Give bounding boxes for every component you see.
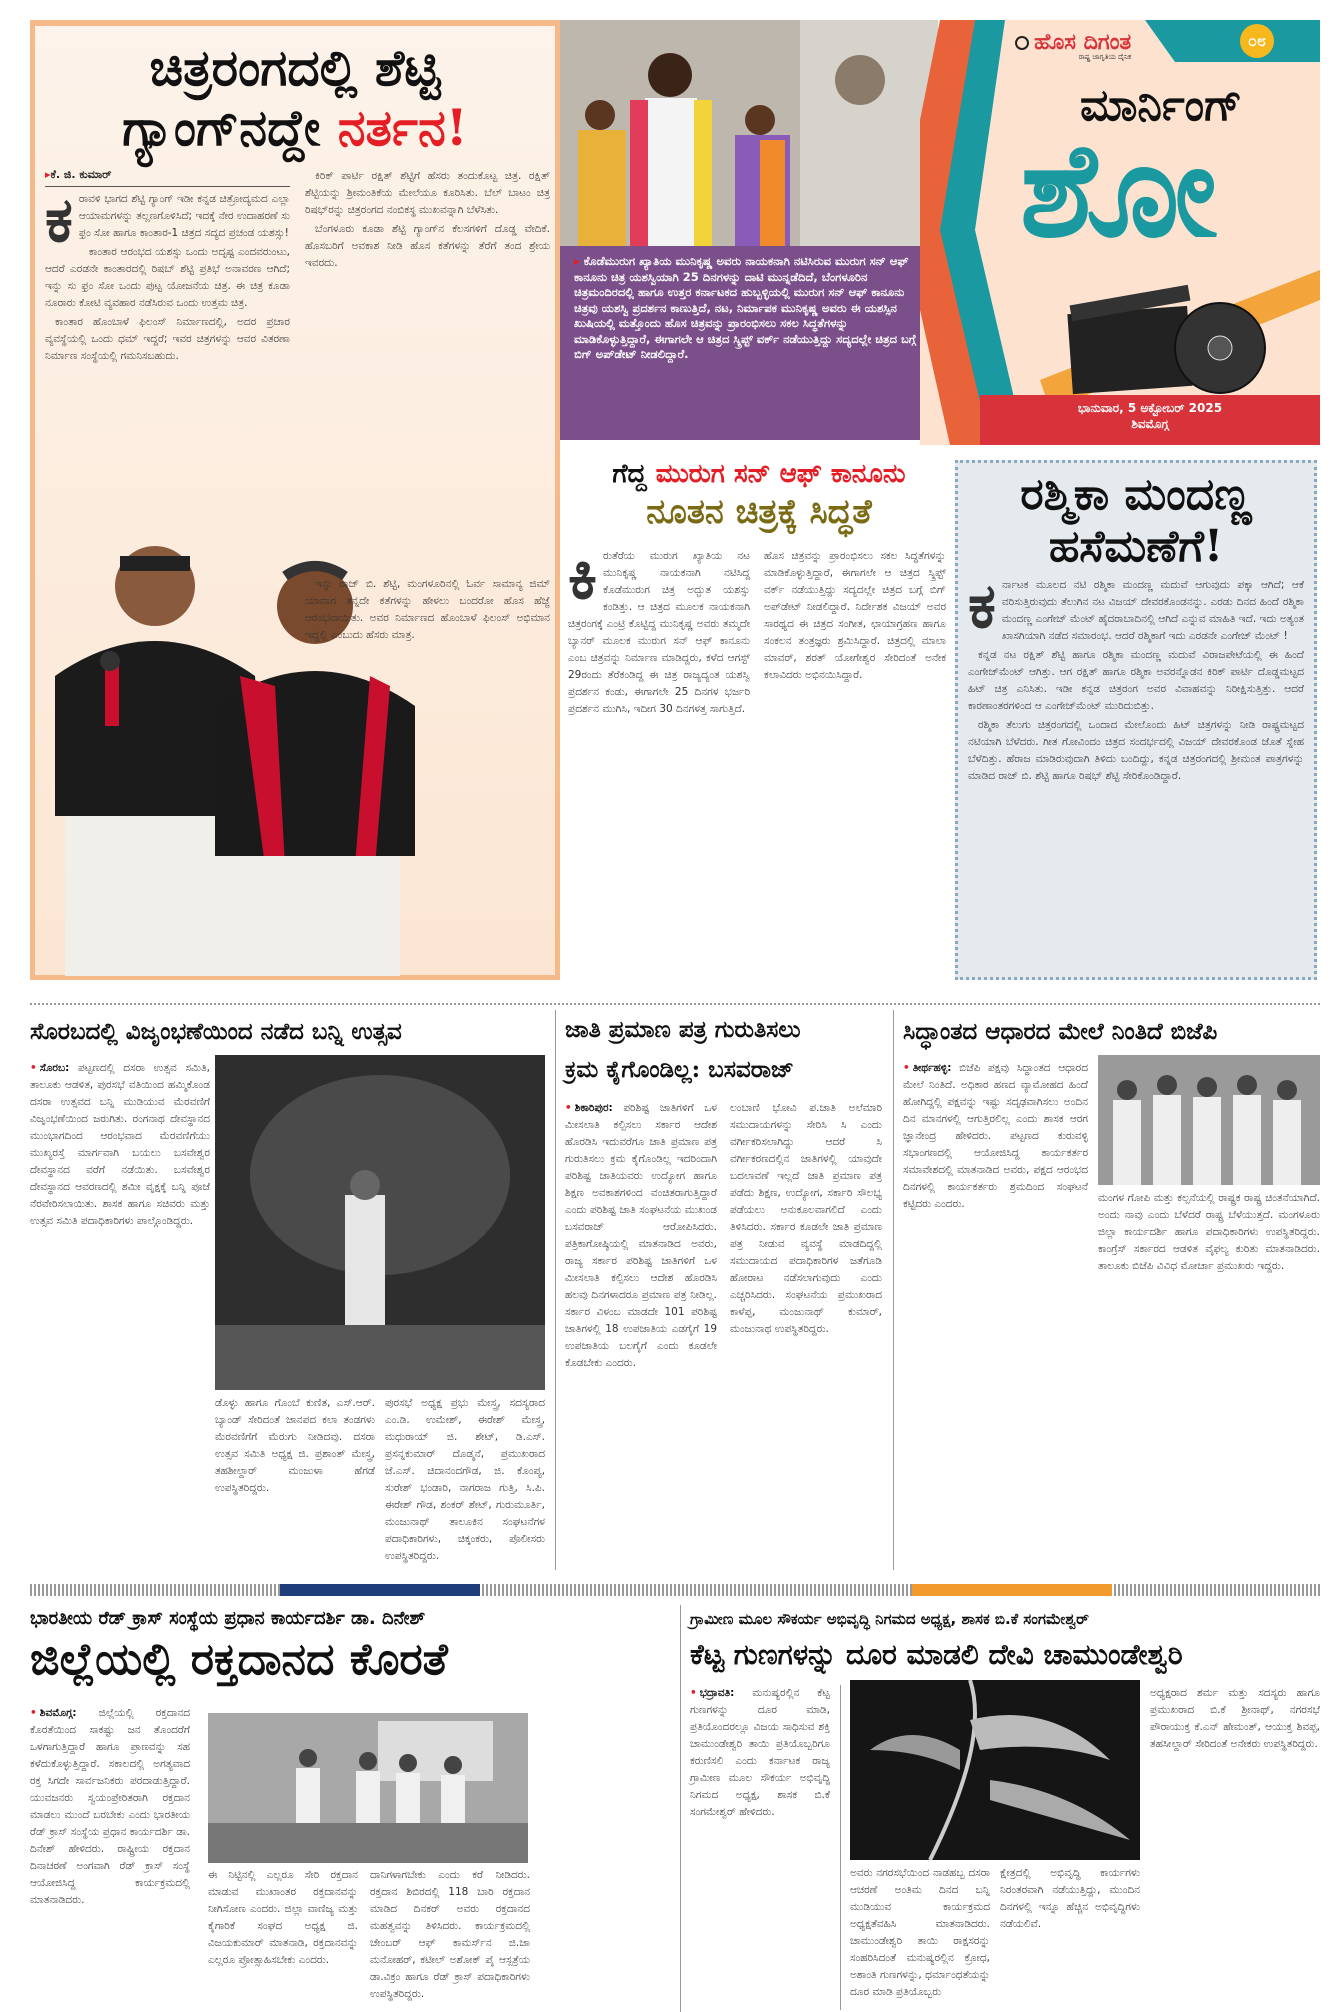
murugan-col-2: ಹೊಸ ಚಿತ್ರವನ್ನು ಪ್ರಾರಂಭಿಸಲು ಸಕಲ ಸಿದ್ಧತೆಗಳನ್ನು ಮಾಡಿಕೊಳ್ಳುತ್ತಿದ್ದಾರೆ, ಈಗಾಗಲೇ ಆ ಚಿತ್ರದ ಸ್ಕ್ರಿಪ್ಟ್ ವರ್ಕ್ ನಡೆಯುತ್ತಿದ್ದು ಸದ್ಯದಲ್ಲೇ ಚಿತ್ರದ ಬಗ್ಗೆ ಬಿಗ್ ಅಪ್‌ಡೇಟ್ ನೀಡಲಿದ್ದಾರೆ. ನಿರ್ದೇಶಕ ವಿಜಯ್ ಅವರ ಸಾರಥ್ಯದ ಈ ಚಿತ್ರದ ಸಂಗೀತ, ಛಾಯಾಗ್ರಹಣ ಹಾಗೂ ಸಂಕಲನ ತಂತ್ರಜ್ಞರು ಶ್ರಮಿಸಿದ್ದಾರೆ. ಚಿತ್ರದಲ್ಲಿ ಮಾಲಾ ಮಾವರ್, ಶರತ್ ಯೋಗೇಶ್ವರ ಸೇರಿದಂತೆ ಅನೇಕ ಕಲಾವಿದರು ಅಭಿನಯಿಸಿದ್ದಾರೆ. [764,550,946,681]
redcross-photo [208,1713,528,1863]
sorab-story [30,1010,545,1570]
caste-col-1: • ಶಿಕಾರಿಪುರ: ಪರಿಶಿಷ್ಟ ಜಾತಿಗಳಿಗೆ ಒಳ ಮೀಸಲಾತಿ ಕಲ್ಪಿಸಲು ಸರ್ಕಾರ ಆದೇಶ ಹೊರಡಿಸಿ ಇದುವರೆಗೂ ಜಾತಿ ಪ್ರಮಾಣ ಪತ್ರ ಗುರುತಿಸಲು ಕ್ರಮ ಕೈಗೊಂಡಿಲ್ಲ ಇದರಿಂದಾಗಿ ಪರಿಶಿಷ್ಟ ಜಾತಿಯವರು ಉದ್ಯೋಗ ಹಾಗೂ ಶಿಕ್ಷಣ ಅವಕಾಶಗಳಿಂದ ವಂಚಿತರಾಗುತ್ತಿದ್ದಾರೆ ಎಂದು ಪರಿಶಿಷ್ಟ ಜಾತಿ ಸಂಘಟನೆಯ ಮುಖಂಡ ಬಸವರಾಜ್ ಆರೋಪಿಸಿದರು. ಪತ್ರಿಕಾಗೋಷ್ಠಿಯಲ್ಲಿ ಮಾತನಾಡಿದ ಅವರು, ರಾಜ್ಯ ಸರ್ಕಾರ ಪರಿಶಿಷ್ಟ ಜಾತಿಗಳಿಗೆ ಒಳ ಮೀಸಲಾತಿ ಕಲ್ಪಿಸಲು ಆದೇಶ ಹೊರಡಿಸಿ ಹಲವು ದಿನಗಳಾದರೂ ಪ್ರಮಾಣ ಪತ್ರ ನೀಡಿಲ್ಲ. ಸರ್ಕಾರ ವಿಳಂಬ ಮಾಡದೇ 101 ಪರಿಶಿಷ್ಟ ಜಾತಿಗಳಲ್ಲಿ 18 ಉಪಜಾತಿಯ ಎಡಗೈಗೆ 19 ಉಪಜಾತಿಯ ಬಲಗೈಗೆ ಎಂದು ಕೂಡಲೇ ಕೊಡಬೇಕು ಎಂದರು. [565,1100,717,1372]
redcross-col-1: • ಶಿವಮೊಗ್ಗ: ಜಿಲ್ಲೆಯಲ್ಲಿ ರಕ್ತದಾನದ ಕೊರತೆಯಿಂದ ಸಾಕಷ್ಟು ಜನ ತೊಂದರೆಗೆ ಒಳಗಾಗುತ್ತಿದ್ದಾರೆ ಹಾಗೂ ಪ್ರಾಣವನ್ನು ಸಹ ಕಳೆದುಕೊಳ್ಳುತ್ತಿದ್ದಾರೆ. ಸಕಾಲದಲ್ಲಿ ಅಗತ್ಯವಾದ ರಕ್ತ ಸಿಗದೇ ಸಾರ್ವಜನಿಕರು ಪರದಾಡುತ್ತಿದ್ದಾರೆ. ಯುವಜನರು ಸ್ವಯಂಪ್ರೇರಿತರಾಗಿ ರಕ್ತದಾನ ಮಾಡಲು ಮುಂದೆ ಬರಬೇಕು ಎಂದು ಭಾರತೀಯ ರೆಡ್ ಕ್ರಾಸ್ ಸಂಸ್ಥೆಯ ಪ್ರಧಾನ ಕಾರ್ಯದರ್ಶಿ ಡಾ. ದಿನೇಶ್ ಹೇಳಿದರು. ರಾಷ್ಟ್ರೀಯ ರಕ್ತದಾನ ದಿನಾಚರಣೆ ಅಂಗವಾಗಿ ರೆಡ್ ಕ್ರಾಸ್ ಸಂಸ್ಥೆ ಆಯೋಜಿಸಿದ್ದ ಕಾರ್ಯಕ್ರಮದಲ್ಲಿ ಮಾತನಾಡಿದರು. [30,1705,190,1909]
murugan-photo [560,20,938,246]
redcross-story [30,1605,670,2012]
byline: ▸ಕೆ. ಜಿ. ಕುಮಾರ್ [45,168,290,187]
paper-logo: ಹೊಸ ದಿಗಂತ ರಾಷ್ಟ್ರ ಜಾಗೃತಿಯ ದೈನಿಕ [1015,30,1131,62]
chamundeshwari-photo [850,1680,1140,1860]
murugan-kicker: ಗೆದ್ದ ಮುರುಗ ಸನ್ ಆಫ್ ಕಾನೂನು [612,459,906,489]
orange-divider-bar [912,1584,1112,1596]
caste-col-2: ಲಂಬಾಣಿ ಭೋವಿ ಪ.ಜಾತಿ ಅಲೆಮಾರಿ ಸಮುದಾಯಗಳನ್ನು ಸೇರಿಸಿ ಸಿ ಎಂದು ವರ್ಗೀಕರಿಸಲಾಗಿದ್ದು ಆದರೆ ಸಿ ವರ್ಗೀಕರಣದಲ್ಲಿನ ಜಾತಿಗಳಲ್ಲಿ ಯಾವುದೇ ಬದಲಾವಣೆ ಇಲ್ಲದೆ ಜಾತಿ ಪ್ರಮಾಣ ಪತ್ರ ಪಡೆದು ಶಿಕ್ಷಣ, ಉದ್ಯೋಗ, ಸರ್ಕಾರಿ ಸೌಲಭ್ಯ ಪಡೆಯಲು ಅನುಕೂಲವಾಗಲಿದೆ ಎಂದು ತಿಳಿಸಿದರು. ಸರ್ಕಾರ ಕೂಡಲೇ ಜಾತಿ ಪ್ರಮಾಣ ಪತ್ರ ನೀಡುವ ವ್ಯವಸ್ಥೆ ಮಾಡದಿದ್ದಲ್ಲಿ ಸಮುದಾಯದ ಪದಾಧಿಕಾರಿಗಳ ಜತೆಗೂಡಿ ಹೋರಾಟ ನಡೆಸಲಾಗುವುದು ಎಂದು ಎಚ್ಚರಿಸಿದರು. ಸಂಘಟನೆಯ ಪ್ರಮುಖರಾದ ಕಾಳೆಪ್ಪ, ಮಂಜುನಾಥ್ ಕುಮಾರ್, ಮಂಜುನಾಥ ಉಪಸ್ಥಿತರಿದ್ದರು. [730,1102,882,1335]
sorab-col-1: • ಸೊರಬ: ಪಟ್ಟಣದಲ್ಲಿ ದಸರಾ ಉತ್ಸವ ಸಮಿತಿ, ತಾಲೂಕು ಆಡಳಿತ, ಪುರಸಭೆ ವತಿಯಿಂದ ಹಮ್ಮಿಕೊಂಡ ದಸರಾ ಉತ್ಸವದ ಬನ್ನಿ ಮುಡಿಯುವ ಮೆರವಣಿಗೆ ವಿಜೃಂಭಣೆಯಿಂದ ಜರುಗಿತು. ರಂಗನಾಥ ದೇವಸ್ಥಾನದ ಮುಂಭಾಗದಿಂದ ಆರಂಭವಾದ ಮೆರವಣಿಗೆಯು ಮುಖ್ಯರಸ್ತೆ ಮಾರ್ಗವಾಗಿ ಬಯಲು ಬಸವೇಶ್ವರ ದೇವಸ್ಥಾನದ ವರೆಗೆ ನಡೆಯಿತು. ಬಸವೇಶ್ವರ ದೇವಸ್ಥಾನದ ಆವರಣದಲ್ಲಿ ಶಮೀ ವೃಕ್ಷಕ್ಕೆ ಬನ್ನಿ ಪೂಜೆ ನೆರವೇರಿಸಲಾಯಿತು. ಶಾಸಕ ಹಾಗೂ ಸಚಿವರು ಮತ್ತು ಉತ್ಸವ ಸಮಿತಿ ಪದಾಧಿಕಾರಿಗಳು ಪಾಲ್ಗೊಂಡಿದ್ದರು. [30,1060,210,1230]
dropcap: ಕ [45,183,73,256]
section-divider [30,1003,1320,1005]
chamundeshwari-col-1: • ಭದ್ರಾವತಿ: ಮನುಷ್ಯರಲ್ಲಿನ ಕೆಟ್ಟ ಗುಣಗಳನ್ನು ದೂರ ಮಾಡಿ, ಪ್ರತಿಯೊಂದರಲ್ಲೂ ವಿಜಯ ಸಾಧಿಸುವ ಶಕ್ತಿ ಚಾಮುಂಡೇಶ್ವರಿ ತಾಯಿ ಪ್ರತಿಯೊಬ್ಬರಿಗೂ ಕರುಣಿಸಲಿ ಎಂದು ಕರ್ನಾಟಕ ರಾಜ್ಯ ಗ್ರಾಮೀಣ ಮೂಲ ಸೌಕರ್ಯ ಅಭಿವೃದ್ಧಿ ನಿಗಮದ ಅಧ್ಯಕ್ಷ, ಶಾಸಕ ಬಿ.ಕೆ ಸಂಗಮೇಶ್ವರ್ ಹೇಳಿದರು. [690,1685,830,1821]
bjp-col-2: ಮಂಗಳ ಗೋಪಿ ಮತ್ತು ಕಲ್ಪನೆಯಲ್ಲಿ ರಾಷ್ಟ್ರಕ ರಾಷ್ಟ್ರ ಚಿಂತನೆಯಾಗಿದೆ. ಅಂದು ನಾವು ಎಂದು ಬೆಳೆದರೆ ರಾಷ್ಟ್ರ ಬೆಳೆಯುತ್ತದೆ. ಮಂಗಳೂರು ಜಿಲ್ಲಾ ಕಾರ್ಯದರ್ಶಿ ಹಾಗೂ ಪದಾಧಿಕಾರಿಗಳು ಉಪಸ್ಥಿತರಿದ್ದರು. ಕಾಂಗ್ರೆಸ್ ಸರ್ಕಾರದ ಆಡಳಿತ ವೈಫಲ್ಯ ಕುರಿತು ಮಾತನಾಡಿದರು. ತಾಲೂಕು ಬಿಜೆಪಿ ವಿವಿಧ ಮೋರ್ಚಾ ಪ್ರಮುಖರು ಇದ್ದರು. [1098,1192,1320,1272]
murugan-headline: ನೂತನ ಚಿತ್ರಕ್ಕೆ ಸಿದ್ಧತೆ [646,492,872,532]
redcross-kicker: ಭಾರತೀಯ ರೆಡ್ ಕ್ರಾಸ್ ಸಂಸ್ಥೆಯ ಪ್ರಧಾನ ಕಾರ್ಯದರ್ಶಿ ಡಾ. ದಿನೇಶ್ [30,1608,426,1629]
sorab-caption: ಡೊಳ್ಳು ಹಾಗೂ ಗೊಂಬೆ ಕುಣಿತ, ಎಸ್.ಆರ್. ಬ್ಯಾಂಡ್ ಸೇರಿದಂತೆ ಜಾನಪದ ಕಲಾ ತಂಡಗಳು ಮೆರವಣಿಗೆಗೆ ಮೆರುಗು ನೀಡಿದವು. ದಸರಾ ಉತ್ಸವ ಸಮಿತಿ ಅಧ್ಯಕ್ಷ ಜಿ. ಪ್ರಶಾಂತ್ ಮೇಸ್ತ್ರ, ತಹಶೀಲ್ದಾರ್ ಮಂಜುಳಾ ಹೆಗಡೆ ಉಪಸ್ಥಿತರಿದ್ದರು. [215,1397,375,1494]
column-rule [555,1010,556,1570]
lead-headline-line1: ಚಿತ್ರರಂಗದಲ್ಲಿ ಶೆಟ್ಟಿ [149,38,441,97]
sorab-headline: ಸೊರಬದಲ್ಲಿ ವಿಜೃಂಭಣೆಯಿಂದ ನಡೆದ ಬನ್ನಿ ಉತ್ಸವ [30,1018,402,1045]
section-title-morning: ಮಾರ್ನಿಂಗ್ [1080,80,1243,131]
column-rule [893,1010,894,1570]
chamundeshwari-caption: ಕ್ಷೇತ್ರದಲ್ಲಿ ಅಭಿವೃದ್ಧಿ ಕಾರ್ಯಗಳು ನಿರಂತರವಾಗಿ ನಡೆಯುತ್ತಿದ್ದು, ಮುಂದಿನ ದಿನಗಳಲ್ಲಿ ಇನ್ನೂ ಹೆಚ್ಚಿನ ಅಭಿವೃದ್ಧಿಗಳು ನಡೆಯಲಿವೆ. [1000,1867,1140,1930]
chamundeshwari-col-3: ಅಧ್ಯಕ್ಷರಾದ ಶರ್ಮ ಮತ್ತು ಸದಸ್ಯರು ಹಾಗೂ ಪ್ರಮುಖರಾದ ಬಿ.ಕೆ ಶ್ರೀನಾಥ್, ನಗರಸಭೆ ಪೌರಾಯುಕ್ತ ಕೆ.ಎನ್ ಹೇಮಂತ್, ಆಯುಕ್ತ ಶಿವಪ್ಪ, ತಹಸೀಲ್ದಾರ್ ಸೇರಿದಂತೆ ಅನೇಕರು ಉಪಸ್ಥಿತರಿದ್ದರು. [1150,1687,1320,1750]
murugan-caption-box: ▸ ಕೊಡೆಮುರುಗ ಖ್ಯಾತಿಯ ಮುನಿಕೃಷ್ಣ ಅವರು ನಾಯಕನಾಗಿ ನಟಿಸಿರುವ ಮುರುಗ ಸನ್ ಆಫ್ ಕಾನೂನು ಚಿತ್ರ ಯಶಸ್ವಿಯಾಗಿ 25 ದಿನಗಳನ್ನು ದಾಟಿ ಮುನ್ನಡೆದಿದೆ, ಬೆಂಗಳೂರಿನ ಚಿತ್ರಮಂದಿರದಲ್ಲಿ ಹಾಗೂ ಉತ್ತರ ಕರ್ನಾಟಕದ ಹುಬ್ಬಳ್ಳಿಯಲ್ಲಿ ಮುರುಗ ಸನ್ ಆಫ್ ಕಾನೂನು ಚಿತ್ರವು ಯಶಸ್ವಿ ಪ್ರದರ್ಶನ ಕಾಣುತ್ತಿದೆ, ನಟ, ನಿರ್ಮಾಪಕ ಮುನಿಕೃಷ್ಣ ಅವರು ಈ ಯಶಸ್ಸಿನ ಖುಷಿಯಲ್ಲಿ ಮತ್ತೊಂದು ಹೊಸ ಚಿತ್ರವನ್ನು ಪ್ರಾರಂಭಿಸಲು ಸಕಲ ಸಿದ್ಧತೆಗಳನ್ನು ಮಾಡಿಕೊಳ್ಳುತ್ತಿದ್ದಾರೆ, ಈಗಾಗಲೇ ಆ ಚಿತ್ರದ ಸ್ಕ್ರಿಪ್ಟ್ ವರ್ಕ್ ನಡೆಯುತ್ತಿದ್ದು ಸದ್ಯದಲ್ಲೇ ಚಿತ್ರದ ಬಗ್ಗೆ ಬಿಗ್ ಅಪ್‌ಡೇಟ್ ನೀಡಲಿದ್ದಾರೆ. [560,246,938,440]
blue-divider-bar [280,1584,480,1596]
sorab-photo [215,1055,545,1390]
murugan-photo-box [560,20,938,440]
murugan-col-1: ಕಿ ರುತೆರೆಯ ಮುರುಗ ಖ್ಯಾತಿಯ ನಟ ಮುನಿಕೃಷ್ಣ ನಾಯಕನಾಗಿ ನಟಿಸಿದ್ದ ಕೊಡೆಮುರುಗ ಚಿತ್ರ ಅದ್ಭುತ ಯಶಸ್ಸು ಕಂಡಿತ್ತು. ಆ ಚಿತ್ರದ ಮೂಲಕ ನಾಯಕನಾಗಿ ಚಿತ್ರರಂಗಕ್ಕೆ ಎಂಟ್ರಿ ಕೊಟ್ಟಿದ್ದ ಮುನಿಕೃಷ್ಣ ಅವರು ತಮ್ಮದೇ ಬ್ಯಾನರ್ ಮೂಲಕ ಮುರುಗ ಸನ್ ಆಫ್ ಕಾನೂನು ಎಂಬ ಚಿತ್ರವನ್ನು ನಿರ್ಮಾಣ ಮಾಡಿದ್ದರು, ಕಳೆದ ಆಗಸ್ಟ್ 29ರಂದು ತೆರೆಕಂಡಿದ್ದ ಈ ಚಿತ್ರ ರಾಜ್ಯದ್ಯಂತ ಯಶಸ್ವಿ ಪ್ರದರ್ಶನ ಕಂಡು, ಈಗಾಗಲೇ 25 ದಿನಗಳ ಭರ್ಜರಿ ಪ್ರದರ್ಶನ ಮುಗಿಸಿ, ಇದೀಗ 30 ದಿನಗಳತ್ತ ಸಾಗುತ್ತಿದೆ. [568,540,750,715]
caste-headline: ಜಾತಿ ಪ್ರಮಾಣ ಪತ್ರ ಗುರುತಿಸಲು ಕ್ರಮ ಕೈಗೊಂಡಿಲ್ಲ: ಬಸವರಾಜ್ [565,1016,801,1083]
hatch-divider [30,1584,1320,1596]
bjp-headline: ಸಿದ್ಧಾಂತದ ಆಧಾರದ ಮೇಲೆ ನಿಂತಿದೆ ಬಿಜೆಪಿ [903,1018,1218,1045]
page-number-badge: ೦೮ [1240,24,1274,58]
redcross-caption: ಈ ನಿಟ್ಟಿನಲ್ಲಿ ಎಲ್ಲರೂ ಸೇರಿ ರಕ್ತದಾನ ಮಾಡುವ ಮುಖಾಂತರ ರಕ್ತದಾನವನ್ನು ನೀಗಿಸೋಣ ಎಂದರು. ಜಿಲ್ಲಾ ವಾಣಿಜ್ಯ ಮತ್ತು ಕೈಗಾರಿಕೆ ಸಂಘದ ಅಧ್ಯಕ್ಷ ಜಿ. ವಿಜಯಕುಮಾರ್ ಮಾತನಾಡಿ, ರಕ್ತದಾನವನ್ನು ಎಲ್ಲರೂ ಪ್ರೋತ್ಸಾಹಿಸಬೇಕು ಎಂದರು. [208,1869,358,1966]
issue-date: ಭಾನುವಾರ, 5 ಅಕ್ಟೋಬರ್ 2025 ಶಿವಮೊಗ್ಗ [1077,401,1223,431]
bjp-col-1: • ತೀರ್ಥಹಳ್ಳಿ: ಬಿಜೆಪಿ ಪಕ್ಷವು ಸಿದ್ಧಾಂತದ ಆಧಾರದ ಮೇಲೆ ನಿಂತಿದೆ. ಅಧಿಕಾರ ಹಣದ ವ್ಯಾಮೋಹದ ಹಿಂದೆ ಹೋಗಿದ್ದಲ್ಲಿ ಪಕ್ಷವನ್ನು ಇಷ್ಟು ಸದೃಢವಾಗಿಸಲು ಅಂದಿನ ದಿನ ಮಾನಗಳಲ್ಲಿ ಆಗುತ್ತಿರಲಿಲ್ಲ ಎಂದು ಶಾಸಕ ಆರಗ ಜ್ಞಾನೇಂದ್ರ ಹೇಳಿದರು. ಪಟ್ಟಣದ ಕುರುವಳ್ಳಿ ಸಭಾಂಗಣದಲ್ಲಿ ಆಯೋಜಿಸಿದ್ದ ಕಾರ್ಯಕರ್ತರ ಸಮಾವೇಶದಲ್ಲಿ ಮಾತನಾಡಿದ ಅವರು, ಪಕ್ಷದ ಆರಂಭದ ದಿನಗಳಲ್ಲಿ ಕಾರ್ಯಕರ್ತರು ಶ್ರಮದಿಂದ ಸಂಘಟನೆ ಕಟ್ಟಿದರು ಎಂದರು. [903,1060,1088,1213]
redcross-col-3: ದಾನಿಗಳಾಗಬೇಕು ಎಂದು ಕರೆ ನೀಡಿದರು. ರಕ್ತದಾನ ಶಿಬಿರದಲ್ಲಿ 118 ಬಾರಿ ರಕ್ತದಾನ ಮಾಡಿದ ದಿನಕರ್ ಅವರು ರಕ್ತದಾನದ ಮಹತ್ವವನ್ನು ತಿಳಿಸಿದರು. ಕಾರ್ಯಕ್ರಮದಲ್ಲಿ ಚೇಂಬರ್ ಆಫ್ ಕಾಮರ್ಸ್‌ನ ಜಿ.ಜಾ ಮನೋಹರ್, ಕಟೀಲ್ ಅಶೋಕ್ ಪೈ ಆಸ್ಪತ್ರೆಯ ಡಾ.ವಿಕ್ರಂ ಹಾಗೂ ರೆಡ್ ಕ್ರಾಸ್ ಪದಾಧಿಕಾರಿಗಳು ಉಪಸ್ಥಿತರಿದ್ದರು. [370,1869,530,2000]
lead-headline [35,38,555,158]
chamundeshwari-kicker: ಗ್ರಾಮೀಣ ಮೂಲ ಸೌಕರ್ಯ ಅಭಿವೃದ್ಧಿ ನಿಗಮದ ಅಧ್ಯಕ್ಷ, ಶಾಸಕ ಬಿ.ಕೆ ಸಂಗಮೇಶ್ವರ್ [690,1610,1089,1628]
chamundeshwari-headline: ಕೆಟ್ಟ ಗುಣಗಳನ್ನು ದೂರ ಮಾಡಲಿ ದೇವಿ ಚಾಮುಂಡೇಶ್ವರಿ [690,1638,1183,1671]
rashmika-story [955,460,1317,980]
lead-headline-line2: ಗ್ಯಾಂಗ್‌ನದ್ದೇ ನರ್ತನ! [122,98,468,157]
murugan-story [568,458,950,978]
column-rule [680,1605,681,2012]
rashmika-body: ಕ ರ್ನಾಟಕ ಮೂಲದ ನಟಿ ರಶ್ಮಿಕಾ ಮಂದಣ್ಣ ಮದುವೆ ಆಗುವುದು ಪಕ್ಕಾ ಆಗಿದೆ; ಆಕೆ ವರಿಸುತ್ತಿರುವುದು ತೆಲುಗಿನ ನಟ ವಿಜಯ್ ದೇವರಕೊಂಡನನ್ನು. ಎರಡು ದಿನದ ಹಿಂದೆ ರಶ್ಮಿಕಾ ಮಂದಣ್ಣ ಎಂಗೇಜ್ ಮೆಂಟ್ ಹೈದರಾಬಾದಿನಲ್ಲಿ ಆಗಿದೆ ಎನ್ನುವ ಮಾಹಿತಿ ಇದೆ. ಇದು ಅತ್ಯಂತ ಖಾಸಗಿಯಾಗಿ ನಡೆದ ಸಮಾರಂಭ. ಆದರೆ ರಶ್ಮಿಕಾಗೆ ಇದು ಎರಡನೇ ಎಂಗೇಜ್ ಮೆಂಟ್ ! ಕನ್ನಡ ನಟ ರಕ್ಷಿತ್ ಶೆಟ್ಟಿ ಹಾಗೂ ರಶ್ಮಿಕಾ ಮಂದಣ್ಣ ಮದುವೆ ವಿರಾಜಪೇಟೆಯಲ್ಲಿ ಈ ಹಿಂದೆ ಎಂಗೇಜ್‌ಮೆಂಟ್ ಆಗಿತ್ತು. ಆಗ ರಕ್ಷಿತ್ ಹಾಗೂ ರಶ್ಮಿಕಾ ಅವರನ್ನೊಡನ ಕಿರಿಕ್ ಪಾರ್ಟಿ ದೊಡ್ಡಮಟ್ಟದ ಹಿಟ್ ಚಿತ್ರ ಎನಿಸಿತು. ಇಡೀ ಕನ್ನಡ ಚಿತ್ರರಂಗ ಅವರ ವಿವಾಹವನ್ನು ನಿರೀಕ್ಷಿಸುತ್ತಿತ್ತು. ಆದರೆ ಕಾರಣಾಂತರಗಳಿಂದ ಆ ಎಂಗೇಜ್‌ಮೆಂಟ್ ಮುರಿದುಬಿತ್ತು. ರಶ್ಮಿಕಾ ತೆಲುಗು ಚಿತ್ರರಂಗದಲ್ಲಿ ಒಂದಾದ ಮೇಲೊಂದು ಹಿಟ್ ಚಿತ್ರಗಳನ್ನು ನೀಡಿ ರಾಷ್ಟ್ರಮಟ್ಟದ ನಟಿಯಾಗಿ ಬೆಳೆದರು. ಗೀತ ಗೋವಿಂದಂ ಚಿತ್ರದ ಸಂದರ್ಭದಲ್ಲಿ ವಿಜಯ್ ದೇವರಕೊಂಡ ಜೊತೆ ಸ್ನೇಹ ಬೆಳೆದಿತ್ತು. ಹೆರಾಜ ಮಾಡಿರುವುದಾಗಿ ತಿಳಿದು ಬಂದಿದ್ದು, ಕನ್ನಡ ಚಿತ್ರರಂಗದಲ್ಲಿ ಶ್ರೀಮಂತ ಪಾತ್ರಗಳನ್ನು ಮಾಡಿದ ರಾಜ್ ಬಿ. ಶೆಟ್ಟಿ ಹಾಗೂ ರಿಷಭ್ ಶೆಟ್ಟಿ ಸೇರಿಕೊಂಡಿದ್ದಾರೆ. [968,569,1304,782]
arrow-bullet-icon: ▸ [574,254,584,268]
caste-story [565,1010,885,1570]
lead-col-2-continued: ಇನ್ನು ರಾಜ್ ಬಿ. ಶೆಟ್ಟಿ, ಮಂಗಳೂರಿನಲ್ಲಿ ಓರ್ವ ಸಾಮಾನ್ಯ ಜಿಮ್ ಯಾವಾಗ ತನ್ನದೇ ಕತೆಗಳನ್ನು ಹೇಳಲು ಬಂದರೋ ಹೊಸ ಹೆಜ್ಜೆ ಆರಂಭವಾಯಿತು. ಅವರ ನಿರ್ಮಾಣದ ಹೊಂಬಾಳೆ ಫಿಲಂಸ್ ಅಭಿಮಾನ ಇದ್ದಲ್ಲಿ ಎಂಬುದು ಹೆಸರು ಮಾತ್ರ. [305,578,550,641]
redcross-headline: ಜಿಲ್ಲೆಯಲ್ಲಿ ರಕ್ತದಾನದ ಕೊರತೆ [30,1634,448,1685]
bjp-story [903,1010,1320,1570]
masthead-banner [920,20,1320,445]
column-rule [840,1685,841,2010]
lead-story [30,20,560,980]
chamundeshwari-story [690,1605,1320,2012]
rashmika-headline: ರಶ್ಮಿಕಾ ಮಂದಣ್ಣ ಹಸೆಮಣೆಗೆ! [1020,469,1252,572]
section-title-show: ಶೋ [1020,114,1217,266]
lead-col-1: ▸ಕೆ. ಜಿ. ಕುಮಾರ್ ಕ ರಾವಳಿ ಭಾಗದ ಶೆಟ್ಟಿ ಗ್ಯಾಂಗ್ ಇಡೀ ಕನ್ನಡ ಚಿತ್ರೋದ್ಯಮದ ಎಲ್ಲಾ ಆಯಾಮಗಳನ್ನು ತಲ್ಲಣಗೊಳಿಸಿದೆ; ಇದಕ್ಕೆ ನೇರ ಉದಾಹರಣೆ ಸು ಫ್ರಂ ಸೋ ಹಾಗೂ ಕಾಂತಾರ-1 ಚಿತ್ರದ ಸದ್ಯದ ಪ್ರಚಂಡ ಯಶಸ್ಸು! ಕಾಂತಾರ ಆರಂಭದ ಯಶಸ್ಸು ಒಂದು ಅದೃಷ್ಟ ಎಂದವರುಂಟು, ಆದರೆ ಎರಡನೇ ಕಾಂತಾರದಲ್ಲಿ ರಿಷಬ್ ಶೆಟ್ಟಿ ಪ್ರತಿಭೆ ಅನಾವರಣ ಆಗಿದೆ; ಇನ್ನು ಸು ಫ್ರಂ ಸೋ ಒಂದು ಪುಟ್ಟ ಯೋಜನೆಯ ಚಿತ್ರ. ಈ ಚಿತ್ರ ಕೂಡಾ ನೂರಾರು ಕೋಟಿ ವ್ಯವಹಾರ ನಡೆಸಿರುವ ಒಂದು ಉತ್ತಮ ಚಿತ್ರ. ಕಾಂತಾರ ಹೊಂಬಾಳೆ ಫಿಲಂಸ್ ನಿರ್ಮಾಣದಲ್ಲಿ, ಅದರ ಪ್ರಚಾರ ವ್ಯವಸ್ಥೆಯಲ್ಲಿ ಒಂದು ಧಮ್ ಇದ್ದರೆ; ಇವರ ಚಿತ್ರಗಳನ್ನು ಆವರ ವಿತರಣಾ ನಿರ್ಮಾಣ ಸಂಸ್ಥೆಯಲ್ಲಿ ಗಮನಿಸಬಹುದು. [45,168,290,362]
logo-emblem-icon [1015,36,1029,50]
bjp-photo [1098,1055,1320,1185]
chamundeshwari-col-2: ಅವರು ನಗರಸಭೆಯಿಂದ ನಾಡಹಬ್ಬ ದಸರಾ ಆಚರಣೆ ಅಂತಿಮ ದಿನದ ಬನ್ನಿ ಮುಡಿಯುವ ಕಾರ್ಯಕ್ರಮದ ಅಧ್ಯಕ್ಷತೆವಹಿಸಿ ಮಾತನಾಡಿದರು. ಚಾಮುಂಡೇಶ್ವರಿ ತಾಯಿ ರಾಕ್ಷಸರನ್ನು ಸಂಹರಿಸಿದಂತೆ ಮನುಷ್ಯರಲ್ಲಿನ ಕ್ರೋಧ, ಅಶಾಂತಿ ಗುಣಗಳನ್ನು, ಧರ್ಮಾಂಧತೆಯನ್ನು ದೂರ ಮಾಡಿ ಪ್ರತಿಯೊಬ್ಬರು [850,1867,990,1998]
sorab-col-2: ಪುರಸಭೆ ಅಧ್ಯಕ್ಷ ಪ್ರಭು ಮೇಸ್ತ್ರ, ಸದಸ್ಯರಾದ ಎಂ.ಡಿ. ಉಮೇಶ್, ಈರೇಶ್ ಮೇಸ್ತ್ರ, ಮಧುರಾಯ್ ಜಿ. ಶೇಟ್, ಡಿ.ಎಸ್. ಪ್ರಸನ್ನಕುಮಾರ್ ದೊಡ್ಮನೆ, ಪ್ರಮುಖರಾದ ಜೆ.ಎಸ್. ಚಿದಾನಂದಗೌಡ, ಜಿ. ಕೊಂಪ್ಯ, ಸುರೇಶ್ ಭಂಡಾರಿ, ನಾಗರಾಜ ಗುತ್ತಿ, ಸಿ.ಪಿ. ಈರೇಶ್ ಗೌಡ, ಶಂಕರ್ ಶೇಟ್, ಗುರುಮೂರ್ತಿ, ಮಂಜುನಾಥ್ ತಾಲೂಕಿನ ಸಂಘಟನೆಗಳ ಪದಾಧಿಕಾರಿಗಳು, ಚಿಕ್ಕಂಕರು, ಪೊಲೀಸರು ಉಪಸ್ಥಿತರಿದ್ದರು. [385,1397,545,1562]
lead-col-2: ಕಿರಿಕ್ ಪಾರ್ಟಿ ರಕ್ಷಿತ್ ಶೆಟ್ಟಿಗೆ ಹೆಸರು ತಂದುಕೊಟ್ಟ ಚಿತ್ರ. ರಕ್ಷಿತ್ ಶೆಟ್ಟಿಯನ್ನು ಶ್ರೀಮಂತಿಕೆಯ ಮೇಲೆಯೂ ಕೂರಿಸಿತು. ಬೆಲ್ ಬಾಟಂ ಚಿತ್ರ ರಿಷಭ್‌ರನ್ನು ಚಿತ್ರರಂಗದ ನಂಬಿಕಸ್ಥ ಮುಖವನ್ನಾಗಿ ಬೆಳೆಸಿತು. ಬೆಂಗಳೂರು ಕೂಡಾ ಶೆಟ್ಟಿ ಗ್ಯಾಂಗ್‌ನ ಕೆಲಸಗಳಿಗೆ ದೊಡ್ಡ ವೇದಿಕೆ. ಹೊಸಬರಿಗೆ ಅವಕಾಶ ನೀಡಿ ಹೊಸ ಕತೆಗಳನ್ನು ತೆರೆಗೆ ತಂದ ಶ್ರೇಯ ಇವರದು. [305,170,550,269]
